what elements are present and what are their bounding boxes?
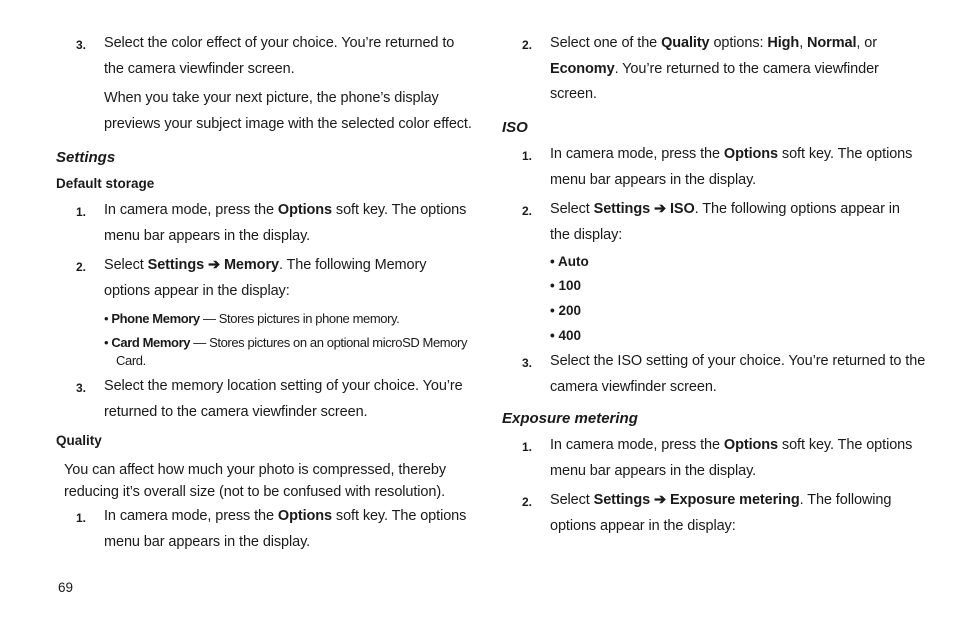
text: Select bbox=[550, 201, 594, 217]
step-number: 2. bbox=[522, 204, 533, 218]
step-number: 1. bbox=[76, 511, 87, 525]
text: Card. bbox=[116, 353, 146, 368]
page-number: 69 bbox=[58, 580, 74, 595]
text-line: previews your subject image with the selected color effect. bbox=[104, 115, 472, 132]
text: In camera mode, press the bbox=[550, 437, 724, 453]
text: — Stores pictures in phone memory. bbox=[199, 311, 400, 326]
text-line: Select the color effect of your choice. You’re returned to bbox=[104, 35, 455, 51]
text-line: the camera viewfinder screen. bbox=[104, 60, 295, 77]
iso-option: 400 bbox=[558, 328, 582, 343]
step-text bbox=[104, 374, 463, 425]
step-number: 1. bbox=[76, 205, 87, 219]
step-number: 1. bbox=[522, 149, 533, 163]
text: Select one of the bbox=[550, 35, 662, 51]
section-heading-exposure: Exposure metering bbox=[502, 410, 638, 427]
text: In camera mode, press the bbox=[104, 508, 278, 524]
text: soft key. The options bbox=[331, 508, 467, 524]
text: soft key. The options bbox=[777, 146, 913, 162]
text-line: screen. bbox=[550, 86, 597, 102]
text-line: Select the ISO setting of your choice. You’re returned to the bbox=[550, 353, 926, 369]
section-heading-settings: Settings bbox=[56, 149, 116, 166]
text: soft key. The options bbox=[777, 437, 913, 453]
text-line: When you take your next picture, the phone’s display bbox=[104, 90, 439, 106]
step-number: 3. bbox=[76, 38, 87, 52]
list-item: • 400 bbox=[550, 328, 582, 343]
text: In camera mode, press the bbox=[550, 146, 724, 162]
text-line: options appear in the display: bbox=[550, 517, 736, 534]
text: , or bbox=[856, 35, 877, 51]
list-item: • Phone Memory — Stores pictures in phone memory. bbox=[104, 311, 400, 326]
list-item: • Auto bbox=[550, 254, 589, 269]
text-line: the display: bbox=[550, 226, 623, 243]
bold-text: Options bbox=[723, 437, 778, 453]
text: options: bbox=[709, 35, 768, 51]
step-text bbox=[550, 349, 925, 400]
step-number: 3. bbox=[76, 381, 87, 395]
text-line: menu bar appears in the display. bbox=[104, 227, 311, 244]
bold-text: Options bbox=[723, 146, 778, 162]
section-heading-iso: ISO bbox=[502, 119, 528, 136]
text-line: reducing it’s overall size (not to be confused with resolution). bbox=[64, 483, 446, 500]
list-item: • Card Memory — Stores pictures on an optional microSD Memory Card. bbox=[104, 335, 468, 368]
text-line: menu bar appears in the display. bbox=[104, 533, 311, 550]
step-text bbox=[550, 142, 912, 193]
step-number: 1. bbox=[522, 440, 533, 454]
text: soft key. The options bbox=[331, 202, 467, 218]
list-item: • 100 bbox=[550, 278, 582, 293]
bold-text: Settings ➔ Memory bbox=[147, 257, 279, 273]
bold-text: Quality bbox=[661, 35, 710, 51]
text: Select bbox=[550, 492, 594, 508]
step-text bbox=[104, 198, 466, 249]
subheading-quality: Quality bbox=[56, 433, 102, 448]
subheading-default-storage: Default storage bbox=[56, 176, 155, 191]
step-text bbox=[550, 433, 912, 484]
bold-text: Card Memory bbox=[111, 335, 191, 350]
text-line: returned to the camera viewfinder screen. bbox=[104, 403, 368, 420]
step-number: 3. bbox=[522, 356, 533, 370]
step-text bbox=[104, 253, 426, 304]
text: . The following bbox=[799, 492, 892, 508]
step-text bbox=[104, 504, 466, 555]
text-line: menu bar appears in the display. bbox=[550, 171, 757, 188]
text: Select bbox=[104, 257, 148, 273]
text: In camera mode, press the bbox=[104, 202, 278, 218]
bold-text: Normal bbox=[807, 35, 857, 51]
step-number: 2. bbox=[522, 38, 533, 52]
iso-option: 100 bbox=[558, 278, 582, 293]
step-text bbox=[550, 488, 891, 539]
step-text bbox=[550, 197, 900, 248]
text-line: Select the memory location setting of your choice. You’re bbox=[104, 378, 463, 394]
paragraph bbox=[64, 460, 446, 503]
step-text bbox=[104, 31, 472, 137]
step-number: 2. bbox=[76, 260, 87, 274]
text-line: You can affect how much your photo is compressed, thereby bbox=[64, 462, 446, 478]
text: . The following Memory bbox=[278, 257, 427, 273]
text-line: menu bar appears in the display. bbox=[550, 462, 757, 479]
bold-text: Economy bbox=[550, 60, 615, 77]
step-number: 2. bbox=[522, 495, 533, 509]
bold-text: Options bbox=[277, 202, 332, 218]
bold-text: Options bbox=[277, 508, 332, 524]
bold-text: Phone Memory bbox=[111, 311, 200, 326]
bold-text: Settings ➔ ISO bbox=[593, 201, 695, 217]
bold-text: High bbox=[767, 35, 800, 51]
list-item: • 200 bbox=[550, 303, 582, 318]
step-text bbox=[550, 31, 879, 108]
text: . You’re returned to the camera viewfinder bbox=[614, 60, 879, 77]
text-line: camera viewfinder screen. bbox=[550, 378, 717, 395]
iso-option: Auto bbox=[557, 254, 589, 269]
text: — Stores pictures on an optional microSD Memory bbox=[190, 335, 468, 350]
bold-text: Settings ➔ Exposure metering bbox=[593, 492, 800, 508]
text: . The following options appear in bbox=[694, 201, 900, 217]
text-line: options appear in the display: bbox=[104, 282, 290, 299]
iso-option: 200 bbox=[558, 303, 582, 318]
text: , bbox=[799, 35, 808, 51]
